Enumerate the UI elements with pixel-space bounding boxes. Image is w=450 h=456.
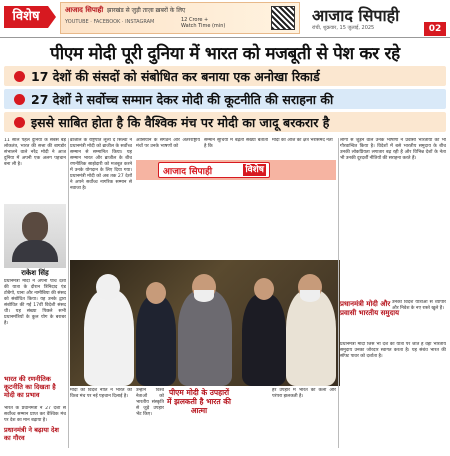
author-head	[22, 212, 48, 242]
author-photo	[4, 204, 66, 268]
column-1-text-b: भारत के प्रधानमंत्री ने 27 देशों से सर्वोच्च सम्मान प्राप्त कर वैश्विक मंच पर देश का मान बढ़ाया है।	[4, 406, 66, 423]
subheading-pride: प्रधानमंत्री ने बढ़ाया देश का गौरव	[4, 426, 59, 442]
column-1-text: प्रधानमंत्री मोदी ने अपनी पांच देशों की यात्रा के दौरान त्रिनिदाद एंड टोबैगो, घाना और नामीबिया की संसद को संबोधित किया। यह उनके द्वारा संबोधित की गई 17वीं विदेशी संसद थी। यह संख्या पिछले सभी प्रधानमंत्रियों के कुल योग के बराबर है।	[4, 279, 66, 326]
qr-code-icon	[271, 6, 295, 30]
promo-text: झारखंड से जुड़ी ताज़ा ख़बरों के लिए	[107, 7, 186, 14]
column-1-intro: 11 साल पहले दुनिया के सबसे बड़े लोकतंत्र, भारत की सत्ता की बागडोर संभालने वाले नरेंद्र मोदी ने आज दुनिया में अपनी एक अलग पहचान बना ली है।	[4, 138, 66, 167]
author-name: राकेश सिंह	[21, 269, 49, 277]
bullet-text: 27 देशों ने सर्वोच्च सम्मान देकर मोदी की कूटनीति की सराहना की	[31, 91, 334, 107]
photo-caption: पीएम मोदी के उपहारों में झलकती है भारत की आत्मा	[167, 388, 231, 415]
column-3-text: आसियान के संगठन और अंतरराष्ट्रीय मंचों पर उनके भाषणों को	[136, 138, 200, 149]
promo-views-count: 12 Crore +	[181, 17, 209, 23]
subheading-diaspora: प्रधानमंत्री मोदी और प्रवासी भारतीय समुदाय	[340, 300, 400, 317]
column-5-text-b: हर उपहार में भारत की कला और परंपरा झलकती है।	[272, 388, 336, 399]
special-banner	[136, 160, 336, 180]
photo-head-2	[146, 282, 166, 304]
date-line: रांची, शुक्रवार, 15 जुलाई, 2025	[312, 25, 375, 31]
photo-figure-3	[178, 290, 232, 386]
column-rule	[68, 138, 69, 448]
column-rule	[338, 138, 339, 448]
bullet-text: 17 देशों की संसदों को संबोधित कर बनाया एक अनोखा रिकार्ड	[31, 68, 320, 84]
photo-head-4	[254, 278, 274, 300]
banner-box	[158, 162, 270, 178]
photo-beard-3	[194, 290, 214, 302]
bullet-item	[4, 66, 446, 86]
bullet-dot-icon	[14, 94, 25, 105]
photo-figure-left	[84, 290, 134, 386]
photo-figure-4	[242, 294, 286, 386]
column-3-text-b: उन्होंने विश्व नेताओं को भारतीय संस्कृति से जुड़े उपहार भेंट किए।	[136, 388, 164, 417]
column-2-text-b: मोदी की विदेश नीति ने भारत को विश्व मंच पर नई पहचान दिलाई है।	[70, 388, 132, 399]
banner-brand: आजाद सिपाही	[163, 167, 213, 177]
promo-views-label: Watch Time (min)	[181, 23, 226, 29]
page-number: 02	[424, 22, 446, 36]
photo-beard-5	[300, 290, 320, 302]
section-tag: विशेष	[4, 6, 48, 28]
bullet-text: इससे साबित होता है कि वैश्विक मंच पर मोदी का जादू बरकरार है	[31, 114, 330, 130]
main-photo	[70, 260, 340, 386]
banner-tag: विशेष	[245, 165, 264, 175]
promo-views	[181, 17, 225, 29]
page-header	[0, 0, 450, 38]
bullet-item	[4, 89, 446, 109]
column-7-text: उनकी विदेश यात्राओं से व्यापार और निवेश के नए रास्ते खुले हैं।	[392, 300, 446, 311]
promo-subtext: YOUTUBE · FACEBOOK · INSTAGRAM	[65, 19, 155, 25]
promo-banner[interactable]	[60, 2, 300, 34]
photo-figure-2	[136, 296, 176, 386]
photo-head-left	[96, 274, 120, 300]
promo-logo: आजाद सिपाही	[65, 6, 104, 14]
author-body	[12, 240, 58, 262]
headline: पीएम मोदी पूरी दुनिया में भारत को मजबूती से पेश कर रहे	[50, 44, 400, 64]
subheading-strategy: भारत की रणनीतिक कूटनीति का दिखता है मोदी का प्रभाव	[4, 375, 56, 399]
column-5-text: मोदी को आज का क्षेत्र भरोसेमंद नेता	[272, 138, 333, 143]
photo-figure-5	[286, 290, 336, 386]
article-body	[0, 138, 450, 456]
masthead: आजाद सिपाही	[312, 6, 400, 25]
column-4-text: सम्मान सूचियों में बढ़ती संख्या बताती है कि	[204, 138, 268, 149]
bullet-dot-icon	[14, 117, 25, 128]
bullet-dot-icon	[14, 71, 25, 82]
column-2-text: ब्राजील के राष्ट्रपति लूला द सिल्वा ने प्रधानमंत्री मोदी को ब्राजील के सर्वोच्च सम्मान से सम्मानित किया। यह सम्मान भारत और ब्राजील के बीच रणनीतिक साझेदारी को मजबूत करने में उनके योगदान के लिए दिया गया। प्रधानमंत्री मोदी को अब तक 27 देशों ने अपने सर्वोच्च नागरिक सम्मान से नवाजा है।	[70, 138, 132, 191]
bullet-item	[4, 112, 446, 132]
headline-bullets	[4, 66, 446, 135]
column-6-text-b: प्रधानमंत्री मोदी जिस भी देश की यात्रा पर जाते हैं वहां भारतीय समुदाय उनका जोरदार स्वागत करता है। यह संबंध भारत की सॉफ्ट पावर को दर्शाता है।	[340, 342, 446, 359]
section-tag-arrow	[48, 6, 56, 28]
column-6-text: लोगों से जुड़ने वाले उनके भाषणों ने प्रवासी भारतीयों को भी गौरवान्वित किया है। विदेशों में बसे भारतीय समुदाय के बीच उनकी लोकप्रियता लगातार बढ़ रही है और विभिन्न देशों के नेता भी उनकी दूरदर्शी नीतियों की सराहना करते हैं।	[340, 138, 446, 161]
